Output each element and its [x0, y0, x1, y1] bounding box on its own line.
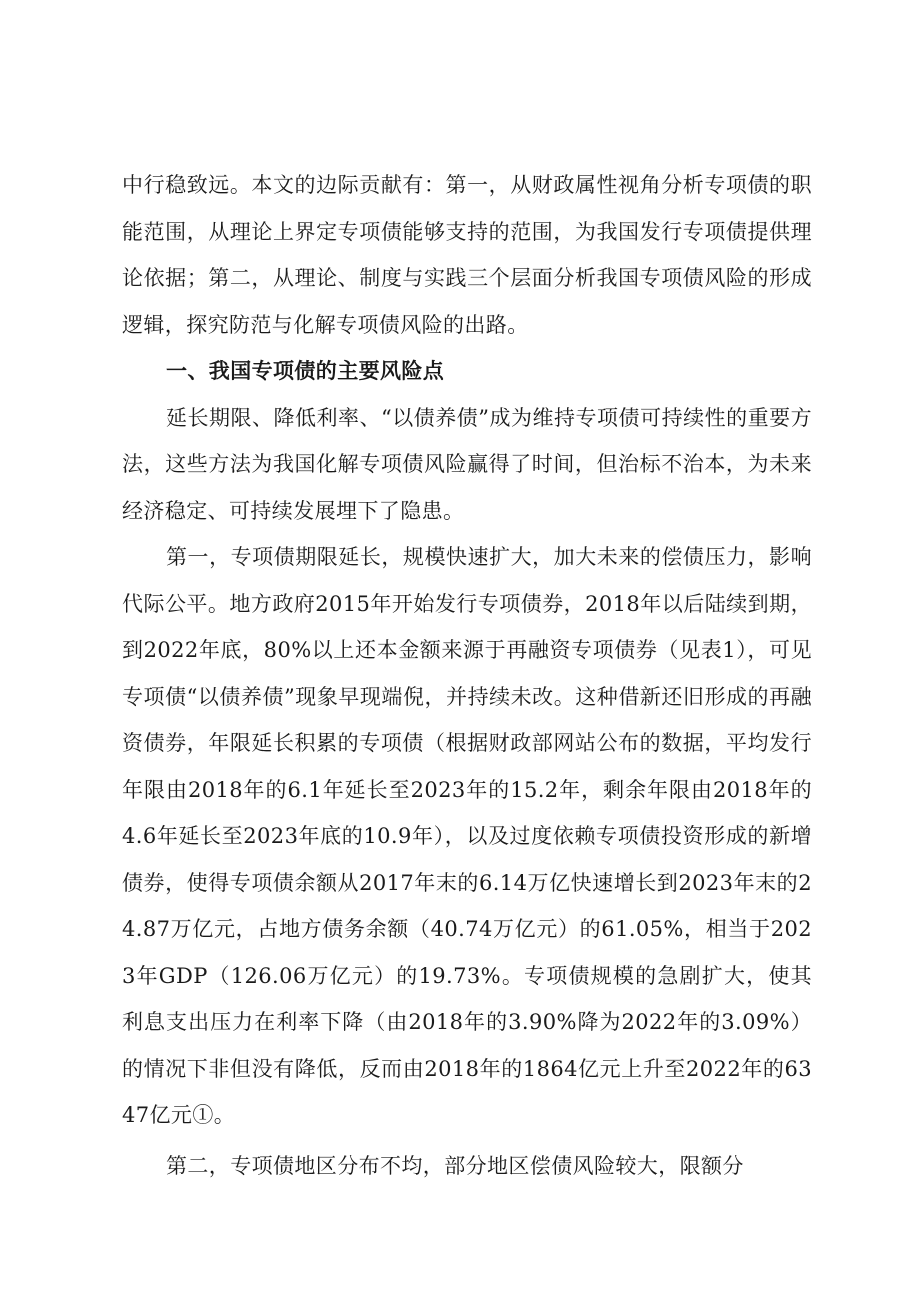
paragraph-methods: 延长期限、降低利率、“以债养债”成为维持专项债可持续性的重要方法，这些方法为我国化解专项债风险赢得了时间，但治标不治本，为未来经济稳定、可持续发展埋下了隐患。	[122, 405, 812, 523]
paragraph-point-one: 第一，专项债期限延长，规模快速扩大，加大未来的偿债压力，影响代际公平。地方政府2015年开始发行专项债券，2018年以后陆续到期，到2022年底，80%以上还本金额来源于再融资专项债券（见表1），可见专项债“以债养债”现象早现端倪，并持续未改。这种借新还旧形成的再融资债券，年限延长积累的专项债（根据财政部网站公布的数据，平均发行年限由2018年的6.1年延长至2023年的15.2年，剩余年限由2018年的4.6年延长至2023年底的10.9年），以及过度依赖专项债投资形成的新增债券，使得专项债余额从2017年末的6.14万亿快速增长到2023年末的24.87万亿元，占地方债务余额（40.74万亿元）的61.05%，相当于2023年GDP（126.06万亿元）的19.73%。专项债规模的急剧扩大，使其利息支出压力在利率下降（由2018年的3.90%降为2022年的3.09%）的情况下非但没有降低，反而由2018年的1864亿元上升至2022年的6347亿元①。	[122, 545, 812, 1127]
paragraph-point-two: 第二，专项债地区分布不均，部分地区偿债风险较大，限额分	[166, 1153, 744, 1178]
section-heading: 一、我国专项债的主要风险点	[166, 359, 445, 383]
paragraph-intro-continuation: 中行稳致远。本文的边际贡献有：第一，从财政属性视角分析专项债的职能范围，从理论上界定专项债能够支持的范围，为我国发行专项债提供理论依据；第二，从理论、制度与实践三个层面分析我国专项债风险的形成逻辑，探究防范与化解专项债风险的出路。	[122, 173, 812, 337]
document-page	[122, 162, 812, 1189]
